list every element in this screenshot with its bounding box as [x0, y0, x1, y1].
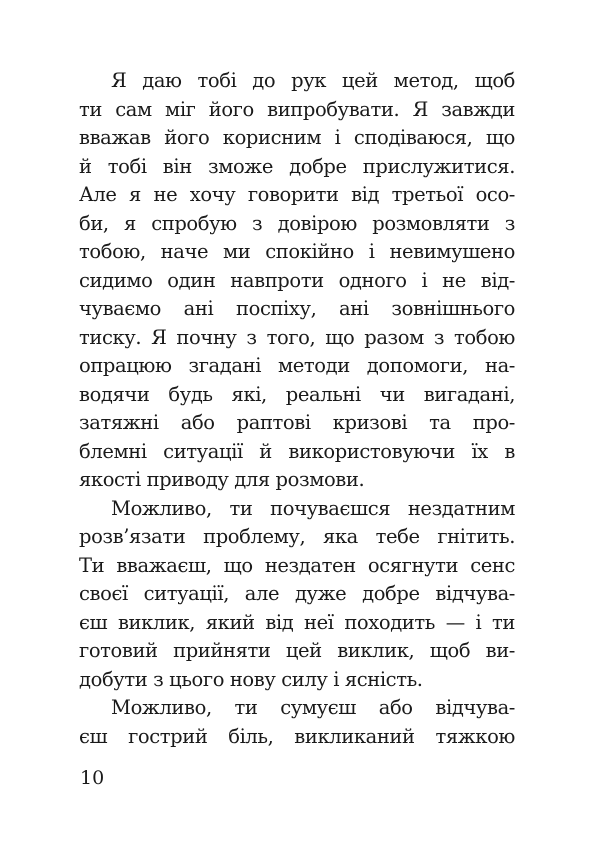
text-line: затяжні або раптові кризові та про-: [79, 411, 515, 434]
text-line: сидимо один навпроти одного і не від-: [79, 268, 515, 292]
body-text: [79, 67, 515, 751]
text-line: чуваємо ані поспіху, ані зовнішнього: [79, 297, 515, 320]
text-line: розв’язати проблему, яка тебе гнітить.: [79, 525, 515, 548]
text-line: би, я спробую з довірою розмовляти з: [79, 211, 515, 235]
text-line: своєї ситуації, але дуже добре відчува-: [79, 582, 515, 605]
text-line: вважав його корисним і сподіваюся, що: [79, 126, 515, 149]
text-line: Я даю тобі до рук цей метод, щоб: [111, 69, 515, 92]
text-line: готовий прийняти цей виклик, щоб ви-: [79, 639, 515, 662]
text-line: й тобі він зможе добре прислужитися.: [79, 154, 515, 178]
text-line: Але я не хочу говорити від третьої осо-: [79, 183, 515, 206]
text-line: Можливо, ти почуваєшся нездатним: [111, 496, 515, 520]
page-number: 10: [80, 767, 105, 789]
text-line: якості приводу для розмови.: [79, 468, 365, 491]
text-line: Можливо, ти сумуєш або відчува-: [111, 696, 515, 719]
text-line: ти сам міг його випробувати. Я завжди: [79, 97, 515, 121]
text-line: Ти вважаєш, що нездатен осягнути сенс: [79, 553, 515, 577]
text-line: опрацюю згадані методи допомоги, на-: [79, 354, 515, 377]
text-line: тобою, наче ми спокійно і невимушено: [79, 240, 515, 263]
text-line: тиску. Я почну з того, що разом з тобою: [79, 325, 515, 349]
text-line: водячи будь які, реальні чи вигадані,: [79, 382, 515, 406]
text-line: блемні ситуації й використовуючи їх в: [79, 439, 515, 463]
text-line: єш гострий біль, викликаний тяжкою: [79, 724, 515, 748]
text-line: добути з цього нову силу і ясність.: [79, 667, 423, 691]
text-line: єш виклик, який від неї походить — і ти: [79, 610, 515, 634]
